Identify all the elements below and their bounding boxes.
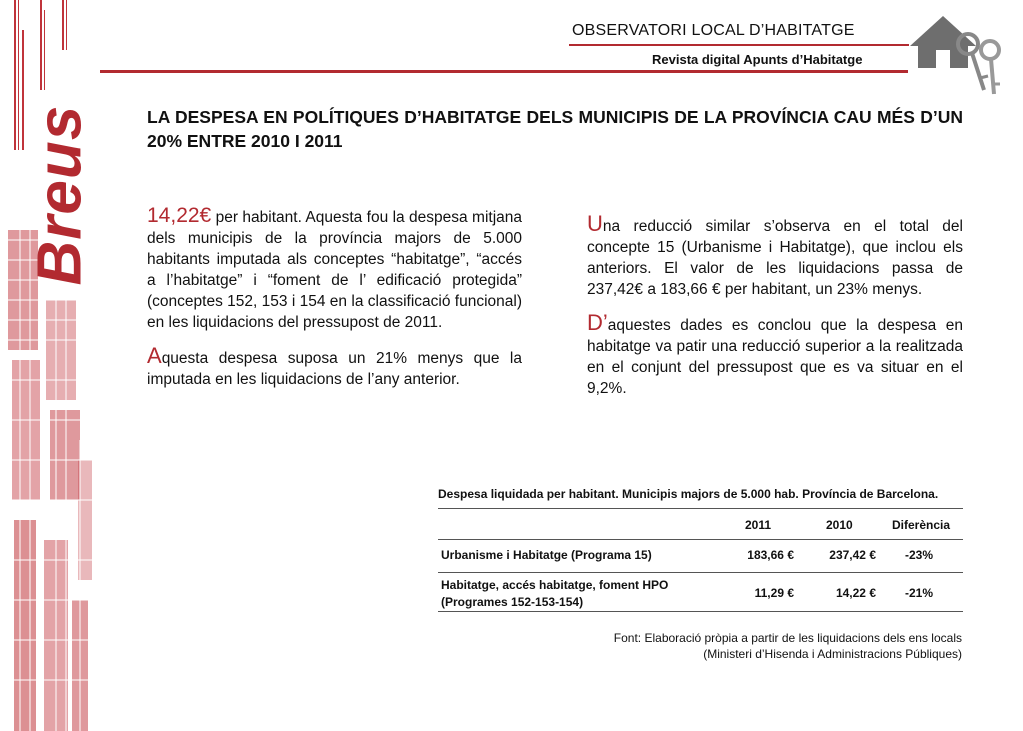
article-headline: LA DESPESA EN POLÍTIQUES D’HABITATGE DELS MUNICIPIS DE LA PROVÍNCIA CAU MÉS D’UN 20% ENTRE 2010 I 2011 (147, 107, 963, 151)
paragraph-text: questa despesa suposa un 21% menys que la imputada en les liquidacions de l’any anterior. (147, 350, 522, 388)
value-difference: -21% (905, 586, 934, 600)
lead-figure: 14,22€ (147, 204, 212, 227)
drop-letter: U (587, 211, 603, 236)
left-column (147, 205, 522, 402)
value-2010: 14,22 € (835, 586, 876, 600)
paragraph-text: per habitant. Aquesta fou la despesa mitjana dels municipis de la província majors de 5.000 habitants imputada als conceptes “habitatge”, “accés a l’habitatge” i “foment de l’ edificació protegida” (conceptes 152, 153 i 154 en la classificació funcional) en les liquidacions del pressupost de 2011. (147, 209, 522, 331)
publication-subtitle: Revista digital Apunts d’Habitatge (652, 52, 863, 67)
paragraph-text: na reducció similar s’observa en el total del concepte 15 (Urbanisme i Habitatge), que inclou els anteriors. El valor de les liquidacions passa de 237,42€ a 183,66 € per habitant, un 23% menys. (587, 218, 963, 298)
value-2010: 237,42 € (829, 548, 876, 562)
house-keys-icon (898, 6, 1008, 98)
header-divider (100, 70, 908, 73)
row-label: Urbanisme i Habitatge (Programa 15) (441, 548, 652, 562)
publication-title: OBSERVATORI LOCAL D’HABITATGE (572, 22, 855, 39)
right-column (587, 213, 963, 411)
row-label-line1: Habitatge, accés habitatge, foment HPO (441, 578, 669, 592)
table-rule-bottom (438, 611, 963, 612)
paragraph (147, 345, 522, 390)
drop-letter: D’ (587, 310, 608, 335)
value-difference: -23% (905, 548, 934, 562)
table-rule-top (438, 508, 963, 509)
paragraph (587, 213, 963, 300)
table-rule-header (438, 539, 963, 540)
value-2011: 183,66 € (747, 548, 794, 562)
paragraph (587, 312, 963, 399)
source-line: (Ministeri d’Hisenda i Administracions Públiques) (703, 647, 962, 661)
row-label-line2: (Programes 152-153-154) (441, 595, 584, 609)
header-divider-short (569, 44, 909, 46)
column-header-2010: 2010 (826, 518, 853, 532)
column-header-2011: 2011 (745, 518, 772, 532)
drop-letter: A (147, 343, 162, 368)
table-rule-row (438, 572, 963, 573)
column-header-difference: Diferència (892, 518, 951, 532)
paragraph (147, 205, 522, 333)
value-2011: 11,29 € (754, 586, 794, 600)
source-line: Font: Elaboració pròpia a partir de les liquidacions dels ens locals (613, 631, 962, 645)
brand-vertical-title: Breus (25, 104, 95, 286)
source-note (560, 630, 962, 662)
paragraph-text: aquestes dades es conclou que la despesa en habitatge va patir una reducció superior a la realitzada en el conjunt del pressupost que es va situar en el 9,2%. (587, 317, 963, 397)
table-caption: Despesa liquidada per habitant. Municipis majors de 5.000 hab. Província de Barcelona. (438, 487, 939, 501)
